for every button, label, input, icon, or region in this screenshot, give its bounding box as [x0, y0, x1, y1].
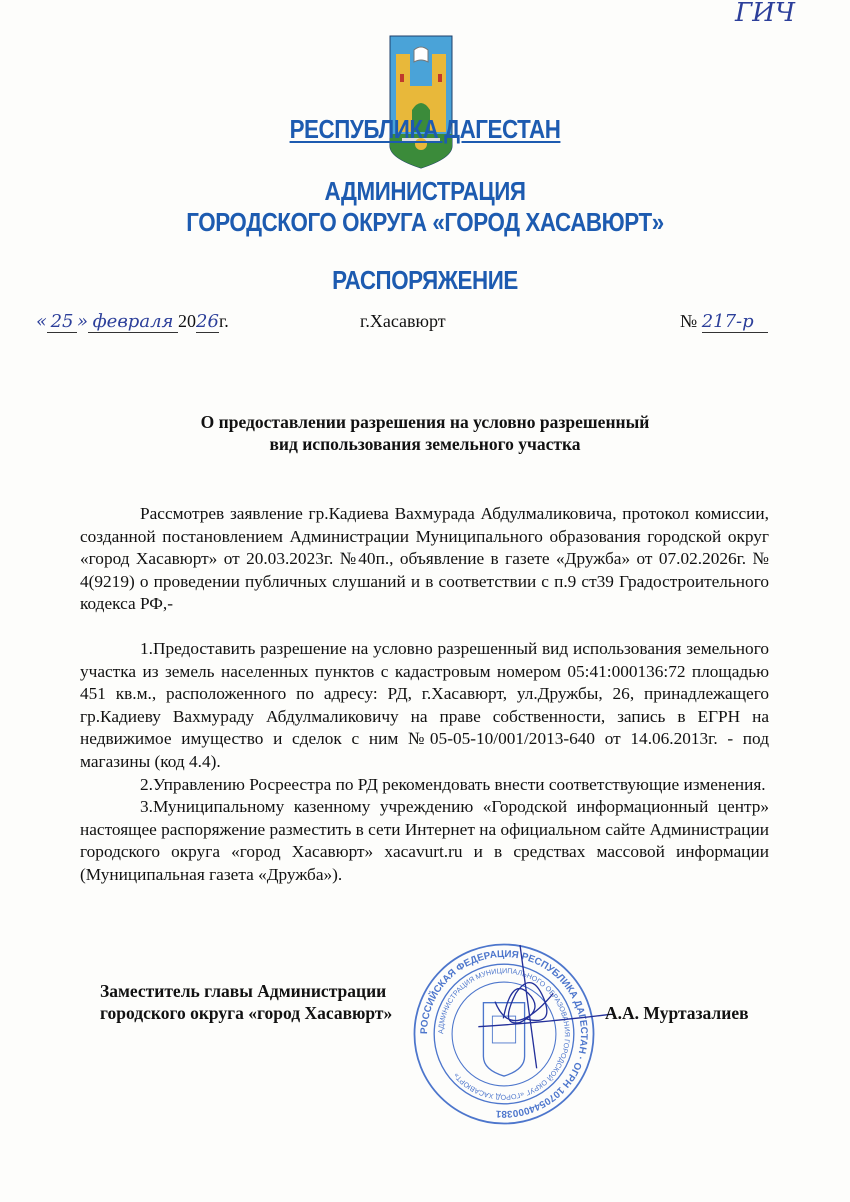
list-item: 1.Предоставить разрешение на условно разрешенный вид использования земельного участка из земель населенных пунктов с кадастровым номером 05:41:000136:72 площадью 451 кв.м., расположенного по адресу: РД, г.Хасавюрт, ул.Дружбы, 26, принадлежащего гр.Кадиеву Вахмураду Абдулмаликовичу на праве собственности, запись в ЕГРН на недвижимое имущество и сделок с ним №05-05-10/001/2013-640 от 14.06.2013г. - под магазины (код 4.4). [80, 639, 769, 771]
body-preamble: Рассмотрев заявление гр.Кадиева Вахмурада Абдулмаликовича, протокол комиссии, созданной постановлением Администрации Муниципального образования городской округ «город Хасавюрт» от 20.03.2023г. №40п., объявление в газете «Дружба» от 07.02.2026г. № 4(9219) о проведении публичных слушаний и в соответствии с п.9 ст39 Градостроительного кодекса РФ,- [80, 504, 769, 614]
signature-block [100, 980, 780, 1024]
document-date: « 25 » февраля 2026г. [36, 311, 229, 332]
signatory-name: А.А. Муртазалиев [605, 1003, 749, 1023]
document-number: № 217-р [680, 311, 768, 333]
handwritten-note: ГИЧ [735, 0, 795, 28]
stamp-inner-text: АДМИНИСТРАЦИЯ МУНИЦИПАЛЬНОГО ОБРАЗОВАНИЯ ГОРОДСКОЙ ОКРУГ «ГОРОД ХАСАВЮРТ» [437, 967, 571, 1101]
list-item: 3.Муниципальному казенному учреждению «Городской информационный центр» настоящее распоряжение разместить в сети Интернет на официальном сайте Администрации городского округа «город Хасавюрт» xacavurt.ru и в средствах массовой информации (Муниципальная газета «Дружба»). [80, 797, 769, 884]
document-title: О предоставлении разрешения на условно разрешенный вид использования земельного участка [200, 412, 650, 454]
administration-heading: АДМИНИСТРАЦИЯ ГОРОДСКОГО ОКРУГА «ГОРОД ХАСАВЮРТ» [186, 176, 664, 237]
body-items [80, 638, 769, 887]
list-item: 2.Управлению Росреестра по РД рекомендовать внести соответствующие изменения. [140, 774, 766, 794]
republic-heading: РЕСПУБЛИКА ДАГЕСТАН [289, 114, 561, 144]
stamp-outer-text: РОССИЙСКАЯ ФЕДЕРАЦИЯ РЕСПУБЛИКА ДАГЕСТАН · ОГРН 1070544000381 [418, 948, 590, 1119]
document-city: г.Хасавюрт [360, 311, 446, 331]
signatory-position: Заместитель главы Администрации городского округа «город Хасавюрт» [100, 981, 393, 1023]
doc-type-heading: РАСПОРЯЖЕНИЕ [332, 265, 518, 295]
coat-of-arms-icon [388, 34, 454, 170]
